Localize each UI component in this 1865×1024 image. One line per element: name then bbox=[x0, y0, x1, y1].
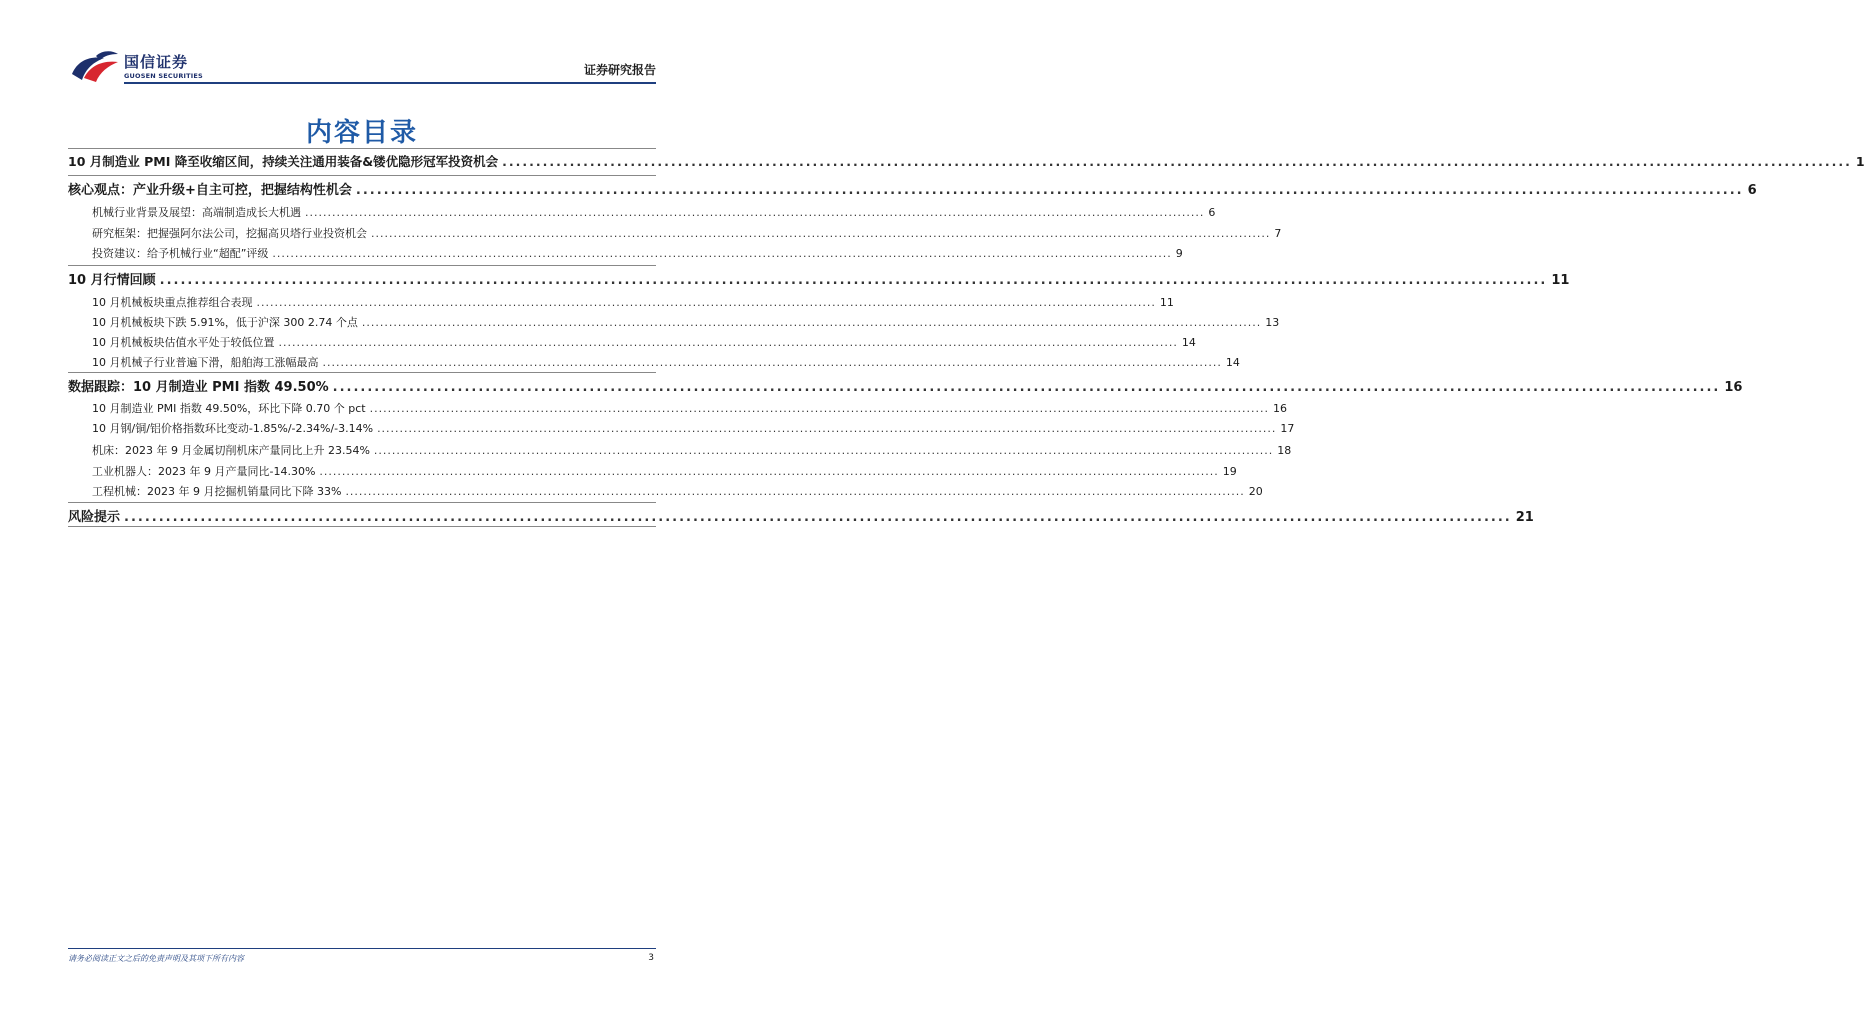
toc-entry-title: 机床：2023 年 9 月金属切削机床产量同比上升 23.54% bbox=[92, 444, 370, 457]
toc-entry-subsection[interactable] bbox=[68, 204, 1216, 220]
toc-dot-leader: ........................................................................................................................................................................................................ bbox=[371, 227, 1271, 240]
logo-chinese-text: 国信证券 bbox=[124, 53, 189, 71]
toc-entry-title: 10 月制造业 PMI 指数 49.50%，环比下降 0.70 个 pct bbox=[92, 402, 366, 415]
toc-bottom-divider bbox=[68, 526, 656, 527]
footer-divider bbox=[68, 948, 656, 949]
toc-entry-title: 工程机械：2023 年 9 月挖掘机销量同比下降 33% bbox=[92, 485, 342, 498]
toc-dot-leader: ........................................................................................................................................................................................................ bbox=[256, 296, 1156, 309]
toc-entry-page: 11 bbox=[1159, 296, 1174, 309]
toc-entry-title: 机械行业背景及展望：高端制造成长大机遇 bbox=[92, 206, 301, 219]
toc-entry-subsection[interactable] bbox=[68, 225, 1282, 241]
toc-entry-section[interactable] bbox=[68, 506, 1534, 525]
toc-dot-leader: ........................................................................................................................................................................................................ bbox=[322, 356, 1222, 369]
toc-dot-leader: ........................................................................................................................................................................................................ bbox=[278, 336, 1178, 349]
toc-entry-subsection[interactable] bbox=[68, 354, 1240, 370]
toc-dot-leader: ........................................................................................................................................................................................................ bbox=[332, 380, 1721, 395]
toc-entry-title: 数据跟踪：10 月制造业 PMI 指数 49.50% bbox=[68, 380, 329, 395]
toc-entry-page: 14 bbox=[1181, 336, 1196, 349]
toc-entry-subsection[interactable] bbox=[68, 314, 1280, 330]
toc-entry-page: 7 bbox=[1274, 227, 1282, 240]
toc-entry-title: 10 月机械板块下跌 5.91%，低于沪深 300 2.74 个点 bbox=[92, 316, 358, 329]
toc-dot-leader: ........................................................................................................................................................................................................ bbox=[319, 465, 1219, 478]
toc-entry-subsection[interactable] bbox=[68, 294, 1174, 310]
toc-entry-section[interactable] bbox=[68, 152, 1865, 170]
toc-entry-title: 10 月机械子行业普遍下滑，船舶海工涨幅最高 bbox=[92, 356, 319, 369]
toc-dot-leader: ........................................................................................................................................................................................................ bbox=[355, 183, 1744, 198]
toc-entry-section[interactable] bbox=[68, 179, 1757, 198]
toc-entry-title: 10 月机械板块估值水平处于较低位置 bbox=[92, 336, 275, 349]
toc-dot-leader: ........................................................................................................................................................................................................ bbox=[124, 510, 1512, 525]
report-type-label: 证券研究报告 bbox=[583, 63, 656, 77]
toc-entry-title: 风险提示 bbox=[68, 510, 121, 525]
toc-entry-page: 21 bbox=[1515, 510, 1534, 525]
toc-dot-leader: ........................................................................................................................................................................................................ bbox=[369, 402, 1269, 415]
toc-entry-subsection[interactable] bbox=[68, 334, 1196, 350]
toc-dot-leader: ........................................................................................................................................................................................................ bbox=[272, 247, 1172, 260]
toc-entry-page: 11 bbox=[1551, 273, 1570, 288]
toc-entry-title: 核心观点：产业升级+自主可控，把握结构性机会 bbox=[68, 183, 352, 198]
toc-section-divider bbox=[68, 502, 656, 503]
toc-dot-leader: ........................................................................................................................................................................................................ bbox=[159, 273, 1548, 288]
toc-section-divider bbox=[68, 175, 656, 176]
toc-entry-page: 17 bbox=[1280, 422, 1295, 435]
toc-section-divider bbox=[68, 148, 656, 149]
toc-entry-page: 16 bbox=[1272, 402, 1287, 415]
toc-entry-title: 10 月行情回顾 bbox=[68, 273, 156, 288]
toc-entry-page: 19 bbox=[1222, 465, 1237, 478]
logo-english-text: GUOSEN SECURITIES bbox=[124, 72, 203, 80]
toc-title: 内容目录 bbox=[305, 118, 418, 148]
toc-section-divider bbox=[68, 372, 656, 373]
toc-entry-page: 1 bbox=[1855, 154, 1865, 169]
toc-entry-subsection[interactable] bbox=[68, 245, 1183, 261]
toc-entry-subsection[interactable] bbox=[68, 400, 1287, 416]
toc-section-divider bbox=[68, 265, 656, 266]
toc-entry-page: 16 bbox=[1724, 380, 1743, 395]
toc-dot-leader: ........................................................................................................................................................................................................ bbox=[373, 444, 1274, 457]
toc-entry-section[interactable] bbox=[68, 376, 1743, 395]
toc-entry-page: 6 bbox=[1208, 206, 1216, 219]
toc-entry-title: 10 月制造业 PMI 降至收缩区间，持续关注通用装备&镂优隐形冠军投资机会 bbox=[68, 154, 499, 169]
toc-entry-title: 10 月钢/铜/铝价格指数环比变动-1.85%/-2.34%/-3.14% bbox=[92, 422, 374, 435]
toc-entry-page: 9 bbox=[1175, 247, 1183, 260]
toc-dot-leader: ........................................................................................................................................................................................................ bbox=[345, 485, 1245, 498]
disclaimer-text: 请务必阅读正文之后的免责声明及其项下所有内容 bbox=[68, 954, 244, 963]
toc-entry-title: 研究框架：把握强阿尔法公司，挖掘高贝塔行业投资机会 bbox=[92, 227, 367, 240]
toc-entry-page: 13 bbox=[1265, 316, 1280, 329]
toc-entry-section[interactable] bbox=[68, 269, 1570, 288]
toc-entry-title: 投资建议：给予机械行业“超配”评级 bbox=[92, 247, 269, 260]
toc-entry-subsection[interactable] bbox=[68, 442, 1292, 458]
toc-entry-subsection[interactable] bbox=[68, 483, 1263, 499]
toc-entry-title: 工业机器人：2023 年 9 月产量同比-14.30% bbox=[92, 465, 316, 478]
toc-entry-page: 18 bbox=[1277, 444, 1292, 457]
page-number: 3 bbox=[648, 953, 654, 963]
guosen-logo-icon bbox=[70, 48, 120, 84]
toc-entry-page: 14 bbox=[1225, 356, 1240, 369]
toc-dot-leader: ........................................................................................................................................................................................................ bbox=[377, 422, 1277, 435]
toc-entry-page: 20 bbox=[1248, 485, 1263, 498]
toc-entry-page: 6 bbox=[1747, 183, 1757, 198]
toc-entry-title: 10 月机械板块重点推荐组合表现 bbox=[92, 296, 253, 309]
toc-dot-leader: ........................................................................................................................................................................................................ bbox=[361, 316, 1262, 329]
toc-dot-leader: ........................................................................................................................................................................................................ bbox=[502, 154, 1852, 169]
page-header bbox=[0, 0, 724, 90]
toc-entry-subsection[interactable] bbox=[68, 420, 1295, 436]
toc-dot-leader: ........................................................................................................................................................................................................ bbox=[305, 206, 1205, 219]
header-divider bbox=[124, 82, 656, 84]
toc-entry-subsection[interactable] bbox=[68, 463, 1237, 479]
